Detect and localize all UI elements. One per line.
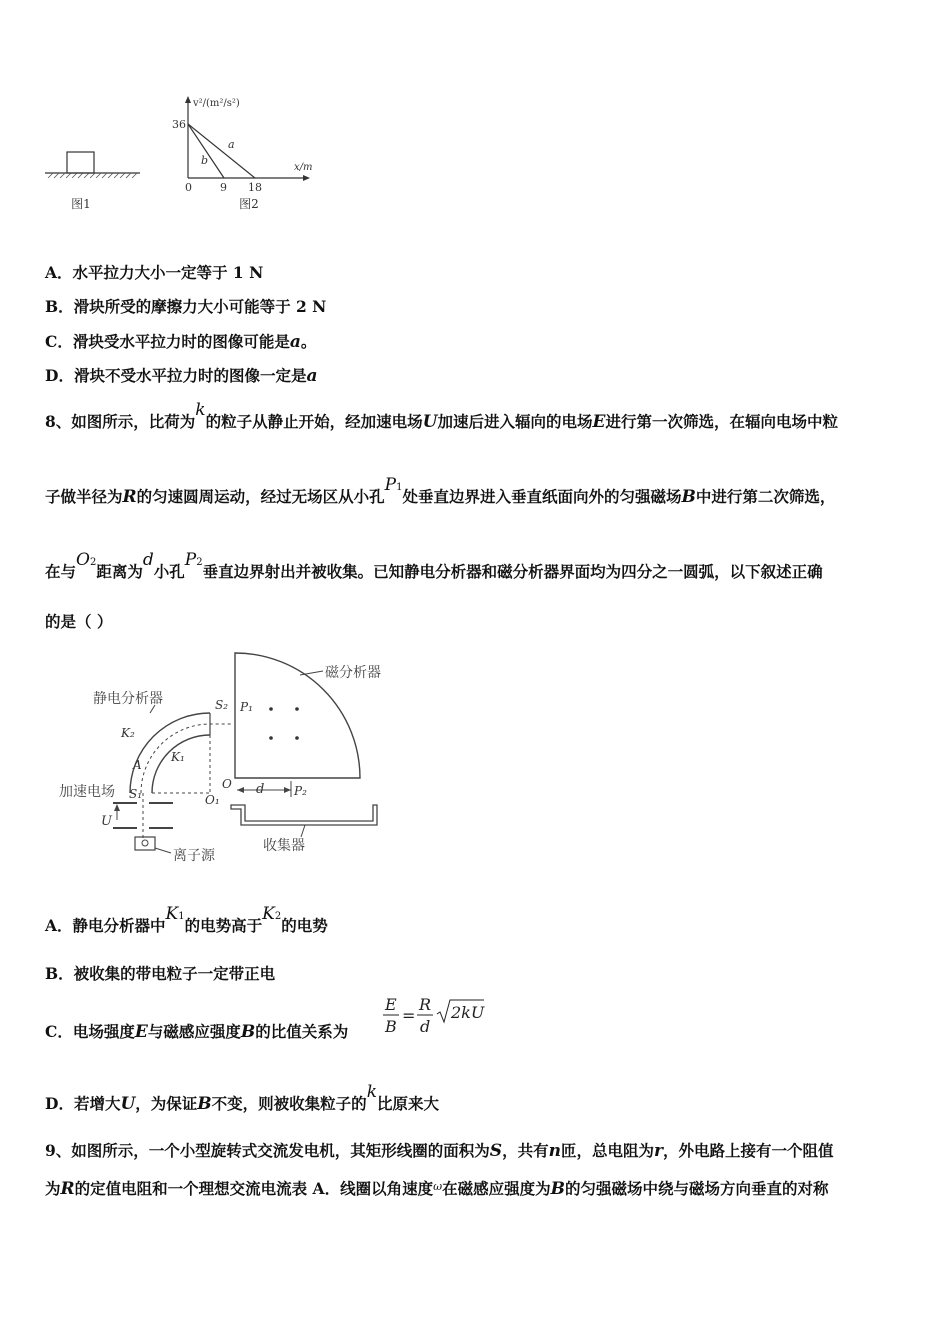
label-p2: P₂ — [294, 784, 307, 798]
q8-var-p1 — [385, 475, 403, 495]
q8-l3-c: 小孔 — [153, 562, 185, 581]
d-arrow-right — [284, 787, 291, 793]
q8-a-text-1: A．静电分析器中 — [45, 916, 166, 935]
fig1-caption: 图1 — [71, 197, 91, 211]
q8-option-c — [45, 1020, 348, 1042]
q8-d-text-3: 不变，则被收集粒子的 — [211, 1094, 367, 1113]
q7-option-b: B．滑块所受的摩擦力大小可能等于 2 N — [45, 297, 327, 316]
collector — [231, 805, 377, 825]
graph-line-b — [188, 124, 224, 178]
q8-line-4: 的是（ ） — [45, 612, 113, 631]
q9-line-2 — [45, 1177, 828, 1199]
label-d: d — [256, 782, 265, 797]
q8-var-o2 — [76, 550, 96, 570]
q8-l3-a: 在与 — [45, 562, 77, 581]
ground-hatch — [48, 173, 137, 178]
collector-label: 收集器 — [263, 838, 305, 854]
q8-c-var-e: E — [134, 1022, 148, 1042]
figure-block-slider — [40, 90, 340, 220]
slider-block — [67, 152, 94, 173]
y-tick-36: 36 — [172, 118, 186, 131]
q9-var-r: r — [653, 1141, 663, 1161]
q8-a-text-2: 的电势高于 — [184, 916, 263, 935]
q8-l1-d: 进行第一次筛选，在辐向电场中粒 — [605, 412, 838, 431]
q8-p2-sub: 2 — [196, 557, 203, 568]
label-o: O — [222, 777, 232, 791]
q8-var-p2 — [185, 550, 203, 570]
x-tick-18: 18 — [248, 181, 262, 194]
q8-l2-c: 处垂直边界进入垂直纸面向外的匀强磁场 — [402, 487, 682, 506]
x-axis-label: x/m — [294, 162, 313, 173]
q8-option-a — [45, 904, 328, 936]
ion-source-leader — [155, 848, 171, 853]
q9-var-b: B — [550, 1179, 565, 1199]
q8-d-text-4: 比原来大 — [377, 1094, 440, 1113]
field-dot-2 — [295, 707, 299, 711]
static-analyzer-inner — [152, 735, 210, 793]
y-axis-arrow — [185, 96, 191, 103]
q8-a-k2-sub: 2 — [274, 911, 282, 922]
x-axis-arrow — [303, 175, 310, 181]
q8-p1-letter: P — [384, 475, 397, 495]
q8-c-text-1: C．电场强度 — [45, 1022, 135, 1041]
q7-option-d-text: D．滑块不受水平拉力时的图像一定是 — [45, 366, 307, 385]
q8-var-d: d — [142, 550, 154, 570]
q8-a-k1-letter: K — [165, 904, 179, 924]
label-k1: K₁ — [171, 750, 185, 764]
q9-var-omega: ω — [433, 1180, 443, 1193]
q8-var-r: R — [122, 487, 137, 507]
q8-option-d — [45, 1082, 440, 1114]
collector-leader — [301, 825, 305, 837]
x-tick-0: 0 — [185, 181, 192, 194]
ion-source-label: 离子源 — [173, 848, 215, 864]
q9-var-s: S — [489, 1141, 503, 1161]
ion-source — [135, 837, 155, 850]
q9-l1-d: ，外电路上接有一个阻值 — [662, 1141, 834, 1160]
sqrt-content: 2kU — [451, 1003, 485, 1022]
q8-a-k2 — [262, 904, 281, 924]
q8-l1-a: 8、如图所示，比荷为 — [45, 412, 196, 431]
d-arrow-left — [237, 787, 244, 793]
q9-l1-a: 9、如图所示，一个小型旋转式交流发电机，其矩形线圈的面积为 — [45, 1141, 490, 1160]
fig2-caption: 图2 — [239, 197, 259, 211]
q8-o2-letter: O — [76, 550, 90, 570]
q8-line-2 — [45, 475, 836, 507]
q9-var-big-r: R — [60, 1179, 75, 1199]
label-s2: S₂ — [215, 698, 229, 712]
q8-var-e: E — [592, 412, 606, 432]
q7-option-d — [45, 364, 317, 386]
formula-eq: = — [402, 1006, 416, 1025]
q8-l3-b: 距离为 — [96, 562, 143, 581]
q8-l1-b: 的粒子从静止开始，经加速电场 — [205, 412, 423, 431]
q8-c-text-3: 的比值关系为 — [255, 1022, 349, 1041]
x-tick-9: 9 — [220, 181, 227, 194]
label-p1: P₁ — [240, 700, 253, 714]
label-a: A — [133, 758, 142, 772]
y-axis-label: v²/(m²/s²) — [193, 98, 240, 109]
label-k2: K₂ — [121, 726, 135, 740]
q8-l2-b: 的匀速圆周运动，经过无场区从小孔 — [136, 487, 385, 506]
q8-c-text-2: 与磁感应强度 — [147, 1022, 241, 1041]
figure-mass-spectrometer — [55, 645, 405, 870]
q7-option-c-suffix: 。 — [300, 332, 317, 351]
graph-line-a — [188, 124, 255, 178]
label-o1: O₁ — [205, 793, 220, 807]
u-arrow-head — [114, 804, 120, 811]
static-analyzer-label: 静电分析器 — [93, 691, 163, 707]
q8-o2-sub: 2 — [89, 557, 97, 568]
q8-d-var-b: B — [197, 1094, 212, 1114]
q7-option-a: A．水平拉力大小一定等于 1 N — [45, 263, 264, 282]
field-dot-1 — [269, 707, 273, 711]
frac1-den: B — [385, 1017, 397, 1036]
q8-l2-a: 子做半径为 — [45, 487, 123, 506]
q9-l2-d: 的匀强磁场中绕与磁场方向垂直的对称 — [564, 1179, 829, 1198]
q8-l3-d: 垂直边界射出并被收集。已知静电分析器和磁分析器界面均为四分之一圆弧，以下叙述正确 — [202, 562, 823, 581]
label-u: U — [101, 814, 112, 829]
q9-line-1 — [45, 1139, 833, 1161]
q7-option-d-var: a — [306, 366, 318, 386]
q8-a-k1 — [166, 904, 185, 924]
q9-var-n: n — [548, 1141, 561, 1161]
q8-line-3 — [45, 550, 823, 582]
q8-l1-c: 加速后进入辐向的电场 — [437, 412, 593, 431]
line-b-label: b — [201, 154, 209, 167]
q8-var-k: k — [195, 400, 206, 420]
q8-d-var-u: U — [120, 1094, 136, 1114]
q8-a-text-3: 的电势 — [281, 916, 328, 935]
q8-option-b: B．被收集的带电粒子一定带正电 — [45, 964, 276, 983]
q9-l2-a: 为 — [45, 1179, 61, 1198]
frac1-num: E — [385, 995, 397, 1014]
q8-d-text-2: ，为保证 — [135, 1094, 198, 1113]
q8-c-formula — [380, 992, 490, 1040]
q7-option-c — [45, 330, 316, 352]
label-s1: S₁ — [129, 787, 143, 801]
q8-a-k1-sub: 1 — [178, 911, 185, 922]
q9-l1-b: ，共有 — [502, 1141, 549, 1160]
q8-var-u: U — [422, 412, 438, 432]
magnetic-analyzer-label: 磁分析器 — [325, 665, 381, 681]
q8-a-k2-letter: K — [262, 904, 275, 924]
field-dot-3 — [269, 736, 273, 740]
q8-line-1 — [45, 400, 838, 432]
q8-d-var-k: k — [366, 1082, 377, 1102]
q8-p1-sub: 1 — [396, 482, 403, 493]
frac2-num: R — [419, 995, 432, 1014]
q8-p2-letter: P — [184, 550, 197, 570]
frac2-den: d — [420, 1017, 431, 1036]
q7-option-c-var: a — [289, 332, 301, 352]
q9-l1-c: 匝，总电阻为 — [560, 1141, 654, 1160]
ion-source-dot — [142, 840, 148, 846]
accel-field-label: 加速电场 — [59, 784, 115, 800]
q8-var-b: B — [681, 487, 696, 507]
q9-l2-b: 的定值电阻和一个理想交流电流表 A．线圈以角速度 — [74, 1179, 434, 1198]
q7-option-c-text: C．滑块受水平拉力时的图像可能是 — [45, 332, 290, 351]
line-a-label: a — [228, 138, 235, 151]
q9-l2-c: 在磁感应强度为 — [442, 1179, 551, 1198]
q8-d-text-1: D．若增大 — [45, 1094, 121, 1113]
q8-l2-d: 中进行第二次筛选， — [695, 487, 836, 506]
field-dot-4 — [295, 736, 299, 740]
q8-c-var-b: B — [240, 1022, 256, 1042]
